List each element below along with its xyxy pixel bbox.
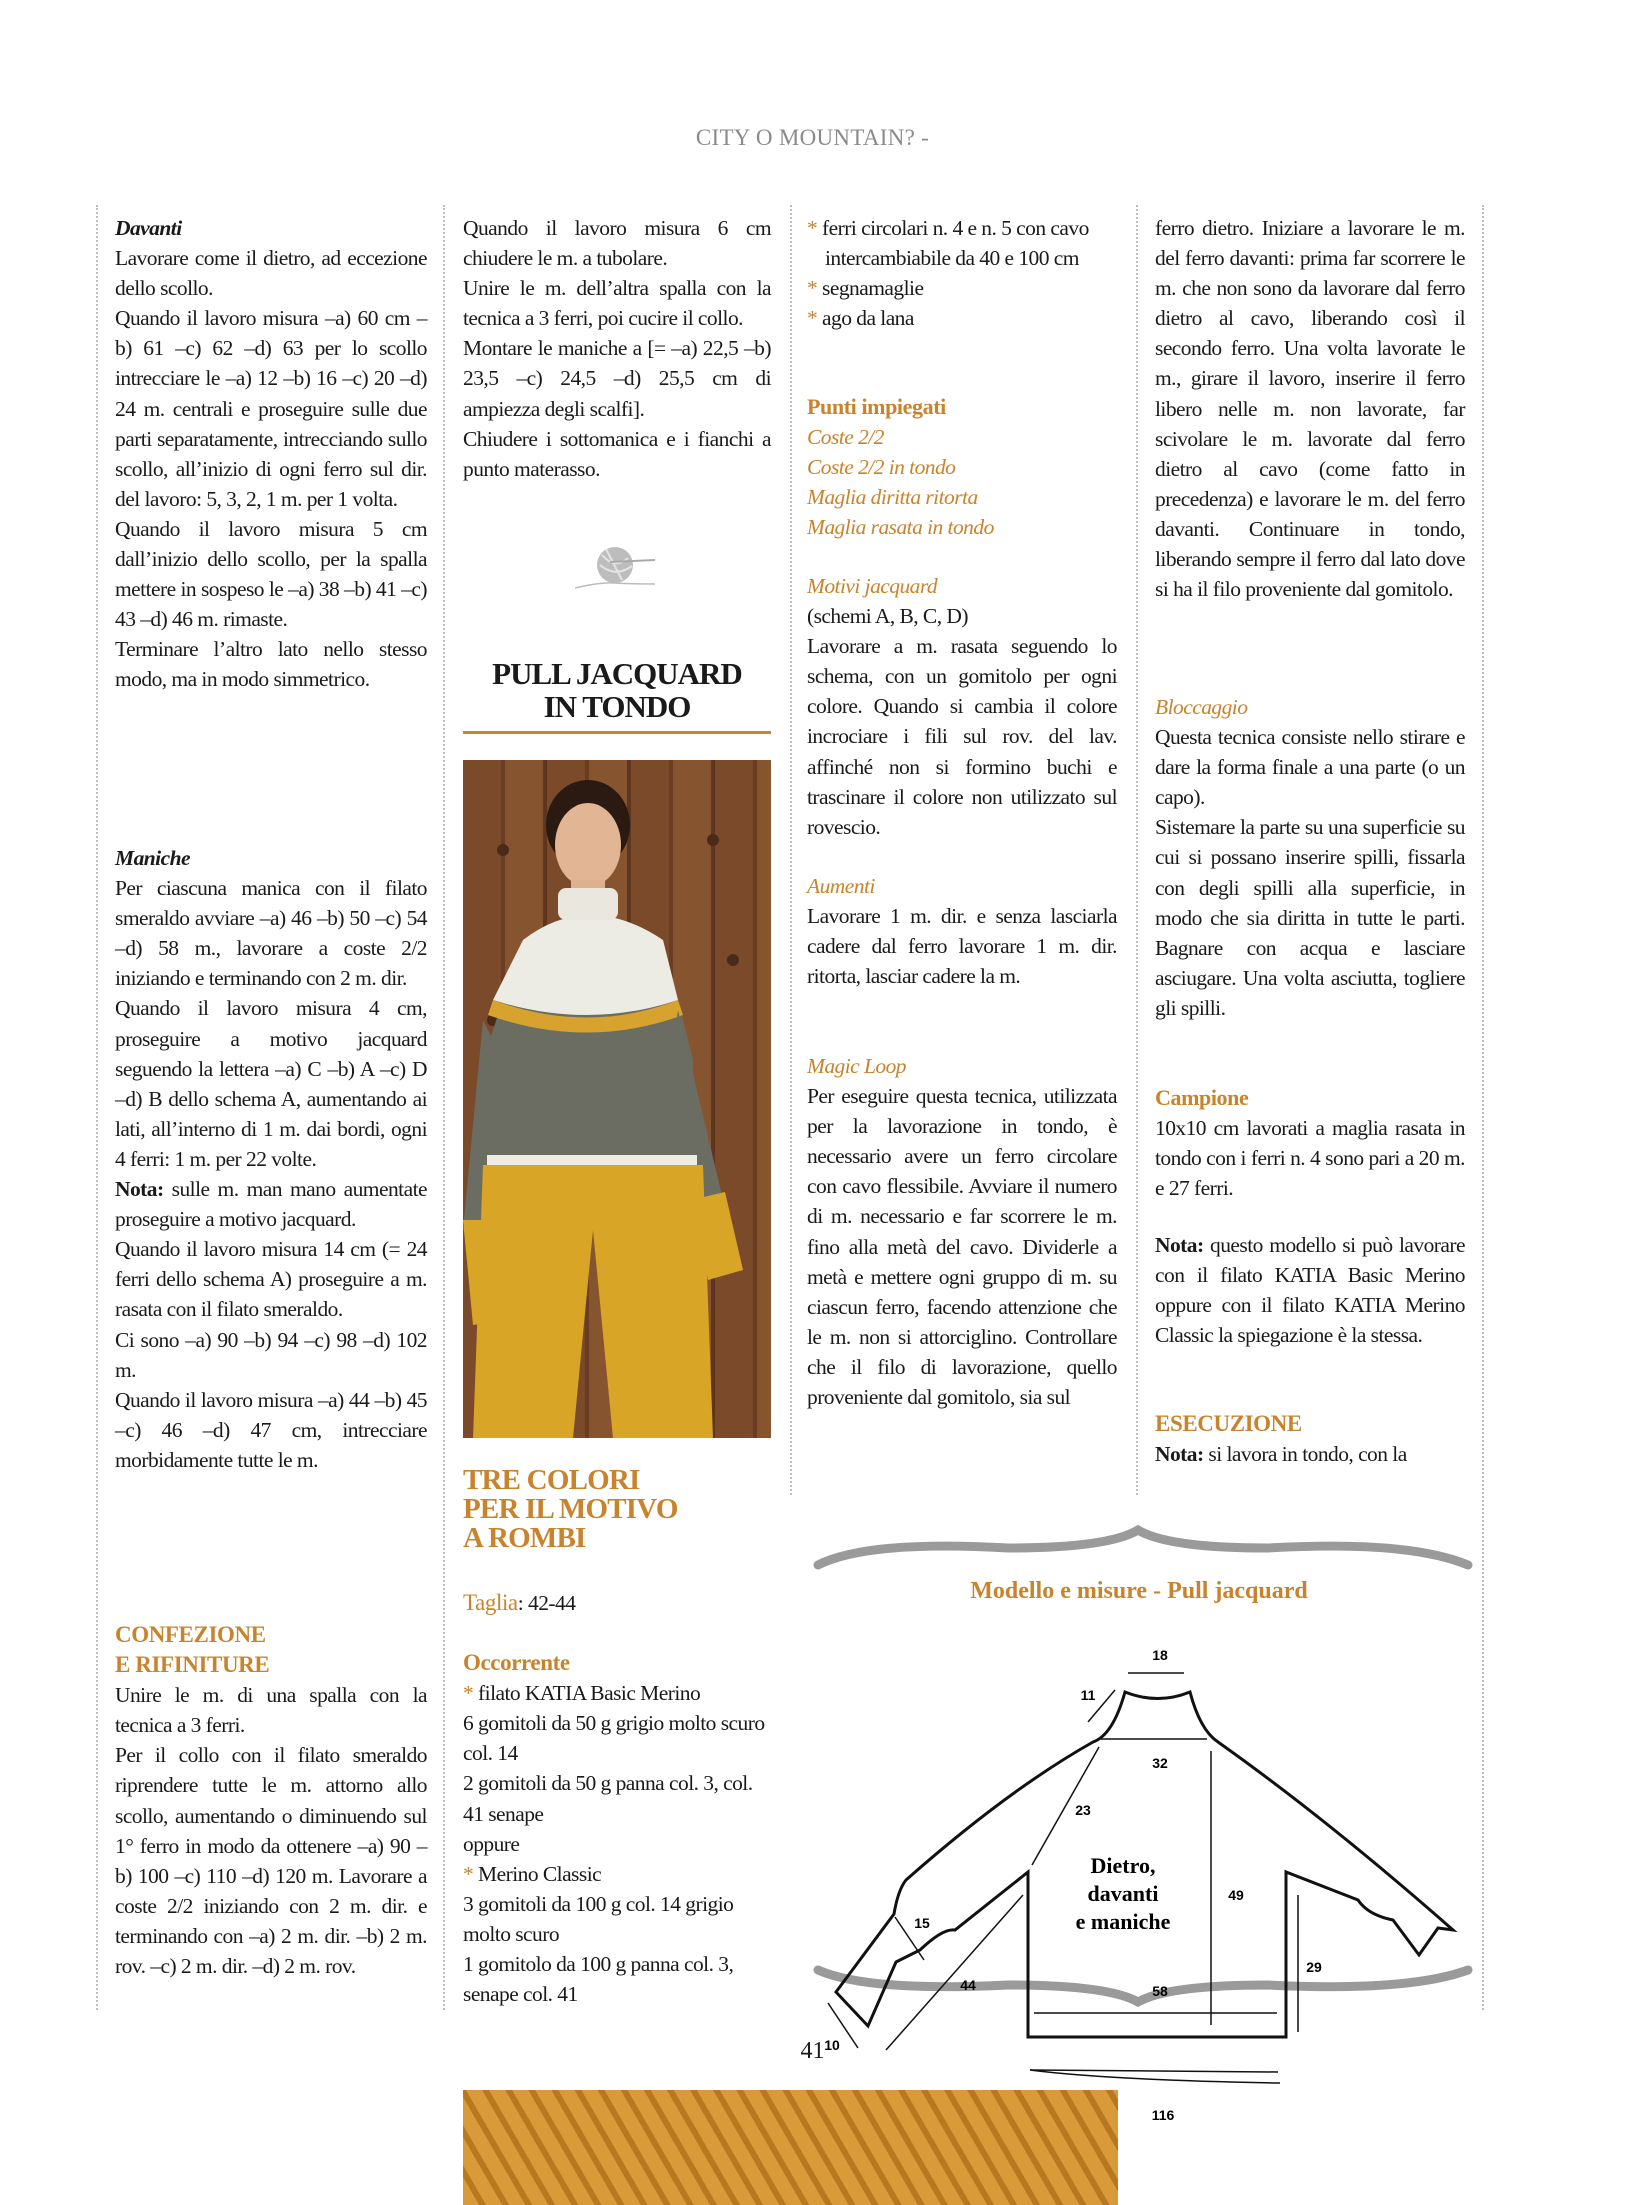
section-campione bbox=[1155, 1083, 1465, 1203]
paragraph: Montare le maniche a [= –a) 22,5 –b) 23,5 –c) 24,5 –d) 25,5 cm di ampiezza degli scalfi]. bbox=[463, 336, 771, 421]
measurement-diagram bbox=[808, 1520, 1470, 2123]
paragraph: oppure bbox=[463, 1831, 520, 1856]
stitch-item: Coste 2/2 in tondo bbox=[807, 455, 956, 480]
measure-raglan: 23 bbox=[1075, 1802, 1091, 1818]
heading-aumenti: Aumenti bbox=[807, 874, 875, 898]
subtitle-line: TRE COLORI bbox=[463, 1464, 640, 1496]
measure-neck: 18 bbox=[1152, 1647, 1168, 1663]
paragraph: Per ciascuna manica con il filato smeraldo avviare –a) 46 –b) 50 –c) 54 –d) 58 m., lavorare a coste 2/2 iniziando e terminando con 2 m. dir. bbox=[115, 876, 427, 991]
note-text: questo modello si può lavorare con il filato KATIA Basic Merino oppure con il filato KATIA Merino Classic la spiegazione è la stessa. bbox=[1155, 1233, 1465, 1348]
heading-rifiniture: E RIFINITURE bbox=[115, 1652, 270, 1678]
paragraph: 6 gomitoli da 50 g grigio molto scuro col. 14 bbox=[463, 1711, 765, 1766]
paragraph: Sistemare la parte su una superficie su cui si possano inserire spilli, fissarla con degli spilli alla superficie, in modo che sia diritta in tutte le parti. Bagnare con acqua e lasciare asciugare. Una volta asciutta, togliere gli spilli. bbox=[1155, 815, 1465, 1020]
yarn-ball-icon bbox=[570, 540, 665, 595]
column-divider bbox=[443, 205, 445, 2010]
paragraph: 1 gomitolo da 100 g panna col. 3, senape col. 41 bbox=[463, 1952, 734, 2007]
section-tools bbox=[807, 213, 1117, 333]
section-finishing-cont bbox=[463, 213, 771, 484]
size-value: : 42-44 bbox=[517, 1591, 576, 1615]
stitch-item: Coste 2/2 bbox=[807, 425, 884, 450]
paragraph: Quando il lavoro misura –a) 44 –b) 45 –c) 46 –d) 47 cm, intrecciare morbidamente tutte le m. bbox=[115, 1387, 427, 1472]
paragraph: 10x10 cm lavorati a maglia rasata in tondo con i ferri n. 4 sono pari a 20 m. e 27 ferri. bbox=[1155, 1116, 1465, 1201]
measure-width: 58 bbox=[1152, 1983, 1168, 1999]
subtitle-line: PER IL MOTIVO bbox=[463, 1493, 678, 1525]
material-item: Merino Classic bbox=[478, 1861, 602, 1886]
column-divider bbox=[96, 205, 98, 2010]
bullet-star-icon: * bbox=[463, 1681, 479, 1706]
note-label: Nota: bbox=[1155, 1233, 1204, 1257]
measure-sleeve-width: 15 bbox=[914, 1915, 930, 1931]
dimension-arrows bbox=[828, 1673, 1298, 2083]
measure-cuff: 10 bbox=[824, 2037, 840, 2053]
bullet-star-icon: * bbox=[463, 1861, 479, 1886]
section-motivi bbox=[807, 571, 1117, 842]
size-label: Taglia bbox=[463, 1590, 518, 1615]
model-photo bbox=[463, 760, 771, 1438]
stitch-item: Maglia rasata in tondo bbox=[807, 515, 994, 540]
paragraph: 3 gomitoli da 100 g col. 14 grigio molto scuro bbox=[463, 1891, 734, 1946]
subtitle bbox=[463, 1466, 678, 1553]
title-line: PULL JACQUARD bbox=[492, 656, 742, 691]
material-item: filato KATIA Basic Merino bbox=[478, 1681, 701, 1706]
heading-punti: Punti impiegati bbox=[807, 394, 946, 419]
note-paragraph bbox=[115, 1174, 427, 1234]
section-magic-loop-cont bbox=[1155, 213, 1465, 604]
bullet-star-icon: * bbox=[807, 276, 823, 301]
paragraph: Quando il lavoro misura 14 cm (= 24 ferri dello schema A) proseguire a m. rasata con il filato smeraldo. bbox=[115, 1237, 427, 1322]
diagram-label: Dietro, bbox=[1090, 1853, 1156, 1878]
bullet-star-icon: * bbox=[807, 216, 823, 240]
page-number: 41 bbox=[800, 2038, 825, 2064]
paragraph: Terminare l’altro lato nello stesso modo, ma in modo simmetrico. bbox=[115, 637, 427, 692]
diagram-label: e maniche bbox=[1075, 1909, 1171, 1934]
paragraph: Quando il lavoro misura –a) 60 cm –b) 61 –c) 62 –d) 63 per lo scollo intrecciare le –a) 12 –b) 16 –c) 20 –d) 24 m. centrali e proseguire sulle due parti separatamente, intrecciando sullo scollo, all’inizio di ogni ferro sul dir. del lavoro: 5, 3, 2, 1 m. per 1 volta. bbox=[115, 306, 427, 511]
paragraph: Lavorare come il dietro, ad eccezione dello scollo. bbox=[115, 246, 427, 301]
heading-campione: Campione bbox=[1155, 1085, 1249, 1110]
section-materials bbox=[463, 1588, 771, 2009]
paragraph: (schemi A, B, C, D) bbox=[807, 604, 968, 629]
pattern-title bbox=[463, 657, 771, 723]
diagram-title: Modello e misure - Pull jacquard bbox=[970, 1578, 1308, 1604]
paragraph: Unire le m. dell’altra spalla con la tecnica a 3 ferri, poi cucire il collo. bbox=[463, 276, 771, 331]
section-magic-loop bbox=[807, 1051, 1117, 1412]
measure-shoulder: 32 bbox=[1152, 1755, 1168, 1771]
column-divider bbox=[1136, 205, 1138, 1495]
paragraph: Ci sono –a) 90 –b) 94 –c) 98 –d) 102 m. bbox=[115, 1327, 427, 1382]
column-divider bbox=[1482, 205, 1484, 2010]
measure-circumference: 116 bbox=[1151, 2107, 1175, 2123]
heading-esecuzione: ESECUZIONE bbox=[1155, 1411, 1302, 1436]
woman-in-sweater-image bbox=[463, 760, 771, 1438]
column-divider bbox=[790, 205, 792, 1495]
paragraph: Per eseguire questa tecnica, utilizzata per la lavorazione in tondo, è necessario avere un ferro circolare con cavo flessibile. Avviare il numero di m. necessario e far scorrere le m. fino alla metà del cavo. Dividerle a metà e mettere ogni gruppo di m. su ciascun ferro, facendo attenzione che le m. non si attorciglino. Controllare che il filo di lavorazione, quello proveniente dal gomitolo, sia sul bbox=[807, 1084, 1117, 1410]
paragraph: ferro dietro. Iniziare a lavorare le m. del ferro davanti: prima far scorrere le m. che non sono da lavorare dal ferro dietro al cavo, liberando così il secondo ferro. Una volta lavorate le m., girare il lavoro, inserire il ferro libero nelle m. non lavorate, far scivolare le m. lavorate dal ferro dietro al cavo (come fatto in precedenza) e lavorare le m. del ferro davanti. Continuare in tondo, liberando sempre il ferro dal lato dove si ha il filo proveniente dal gomitolo. bbox=[1155, 216, 1465, 602]
subtitle-line: A ROMBI bbox=[463, 1522, 586, 1554]
section-aumenti bbox=[807, 871, 1117, 991]
measure-length: 49 bbox=[1228, 1887, 1244, 1903]
paragraph: Quando il lavoro misura 4 cm, proseguire a motivo jacquard seguendo la lettera –a) C –b) A –c) D –d) B dello schema A, aumentando ai lati, all’interno di 1 m. dai bordi, ogni 4 ferri: 1 m. per 22 volte. bbox=[115, 996, 427, 1171]
note-label: Nota: bbox=[115, 1177, 164, 1202]
note-label: Nota: bbox=[1155, 1442, 1204, 1467]
section-bloccaggio bbox=[1155, 692, 1465, 1023]
section-maniche bbox=[115, 843, 427, 1475]
cable-knit-image bbox=[463, 2090, 1118, 2205]
running-head: CITY O MOUNTAIN? - bbox=[695, 125, 930, 150]
note-text: sulle m. man mano aumentate proseguire a motivo jacquard. bbox=[115, 1177, 427, 1232]
heading-davanti: Davanti bbox=[115, 216, 182, 240]
heading-bloccaggio: Bloccaggio bbox=[1155, 695, 1248, 719]
heading-magic-loop: Magic Loop bbox=[807, 1054, 907, 1078]
section-nota bbox=[1155, 1230, 1465, 1350]
paragraph: Unire le m. di una spalla con la tecnica a 3 ferri. bbox=[115, 1683, 427, 1738]
measure-raglan-top: 11 bbox=[1080, 1687, 1096, 1703]
heading-motivi: Motivi jacquard bbox=[807, 574, 938, 598]
list-item: ferri circolari n. 4 e n. 5 con cavo intercambiabile da 40 e 100 cm bbox=[822, 216, 1089, 271]
list-item: segnamaglie bbox=[822, 276, 924, 301]
note-text: si lavora in tondo, con la bbox=[1203, 1442, 1407, 1467]
heading-occorrente: Occorrente bbox=[463, 1650, 570, 1676]
top-brace bbox=[818, 1530, 1468, 1565]
measure-sleeve: 44 bbox=[960, 1977, 976, 1993]
title-line: IN TONDO bbox=[543, 689, 691, 724]
paragraph: 2 gomitoli da 50 g panna col. 3, col. 41 senape bbox=[463, 1771, 753, 1826]
bullet-star-icon: * bbox=[807, 306, 823, 331]
paragraph: Chiudere i sottomanica e i fianchi a punto materasso. bbox=[463, 426, 771, 481]
title-rule bbox=[463, 731, 771, 734]
paragraph: Lavorare a m. rasata seguendo lo schema, con un gomitolo per ogni colore. Quando si cambia il colore incrociare i fili sul rov. del lav. affinché non si formino buchi e trascinare il colore non utilizzato sul rovescio. bbox=[807, 634, 1117, 839]
paragraph: Quando il lavoro misura 5 cm dall’inizio dello scollo, per la spalla mettere in sospeso le –a) 38 –b) 41 –c) 43 –d) 46 m. rimaste. bbox=[115, 516, 427, 632]
measure-side: 29 bbox=[1306, 1959, 1322, 1975]
section-confezione bbox=[115, 1620, 427, 1981]
heading-confezione: CONFEZIONE bbox=[115, 1622, 266, 1647]
paragraph: Questa tecnica consiste nello stirare e dare la forma finale a una parte (o un capo). bbox=[1155, 725, 1465, 810]
stitch-item: Maglia diritta ritorta bbox=[807, 485, 978, 510]
list-item: ago da lana bbox=[822, 306, 914, 331]
bottom-brace bbox=[818, 1970, 1468, 2002]
section-punti bbox=[807, 392, 1117, 542]
section-davanti bbox=[115, 213, 427, 695]
section-esecuzione bbox=[1155, 1409, 1465, 1469]
heading-maniche: Maniche bbox=[115, 846, 190, 870]
paragraph: Quando il lavoro misura 6 cm chiudere le m. a tubolare. bbox=[463, 216, 771, 271]
paragraph: Lavorare 1 m. dir. e senza lasciarla cadere dal ferro lavorare 1 m. dir. ritorta, lasciar cadere la m. bbox=[807, 904, 1117, 989]
paragraph: Per il collo con il filato smeraldo riprendere tutte le m. attorno allo scollo, aumentando o diminuendo sul 1° ferro in modo da ottenere –a) 90 –b) 100 –c) 110 –d) 120 m. Lavorare a coste 2/2 iniziando con 2 m. dir. e terminando con –a) 2 m. dir. –b) 2 m. rov. –c) 2 m. dir. –d) 2 m. rov. bbox=[115, 1743, 427, 1979]
sweater-schematic bbox=[808, 1520, 1470, 2123]
diagram-label: davanti bbox=[1087, 1881, 1159, 1906]
